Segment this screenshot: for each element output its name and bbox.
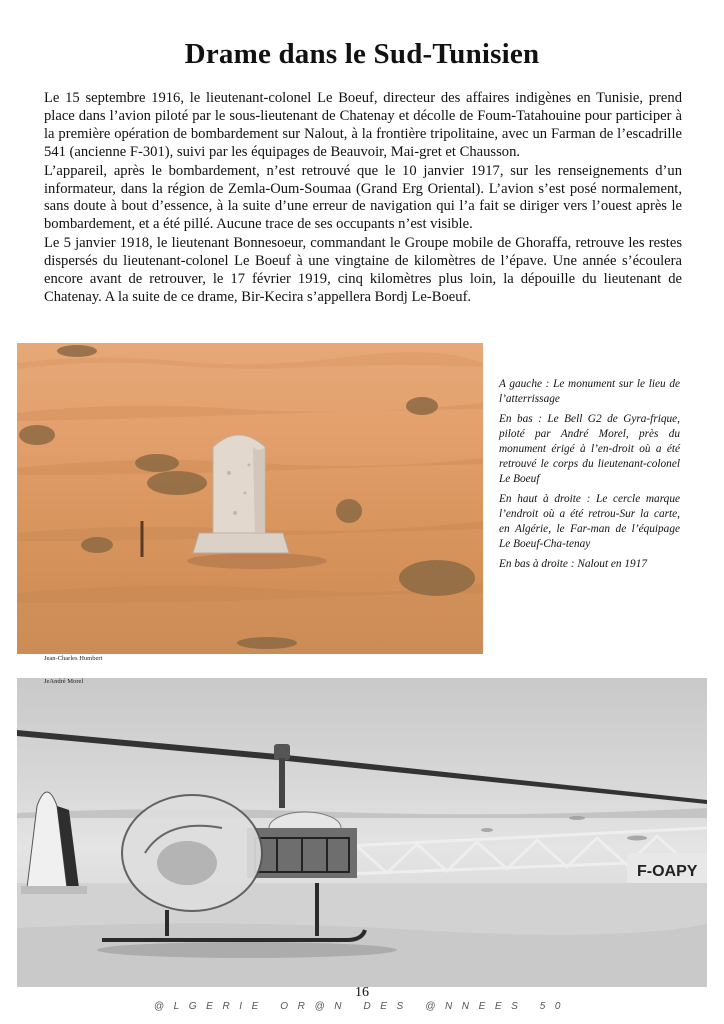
article-paragraph: Le 15 septembre 1916, le lieutenant-colonel Le Boeuf, directeur des affaires indigènes en Tunisie, prend place dans l’avion piloté par le sous-lieutenant de Chatenay et décolle de Foum-Tatahouine pour participer à la première opération de bombardement sur Nalout, à la frontière tripolitaine, avec un Farman de l’escadrille 541 (ancienne F-301), suivi par les équipages de Beauvoir, Mai-gret et Chausson. (44, 90, 682, 160)
page-title: Drame dans le Sud-Tunisien (184, 38, 540, 70)
helicopter-illustration (17, 678, 707, 987)
photo-credit-helicopter: JeAndré Morel (44, 678, 84, 685)
article-paragraph: L’appareil, après le bombardement, n’est retrouvé que le 10 janvier 1917, sur les renseignements d’un informateur, dans la région de Zemla-Oum-Soumaa (Grand Erg Oriental). L’avion s’est posé normalement, sans doute à bout d’essence, à la suite d’une erreur de navigation qui l’a fait se diriger vers l’ouest après le bombardement, et a été pillé. Aucune trace de ses occupants n’est visible. (44, 162, 682, 233)
article-paragraph: Le 5 janvier 1918, le lieutenant Bonnesoeur, commandant le Groupe mobile de Ghoraffa, retrouve les restes dispersés du lieutenant-colonel Le Boeuf à une vingtaine de kilomètres de l’épave. Une année s’écoulera encore avant de retrouver, le 17 février 1919, cinq kilomètres plus loin, la dépouille du lieutenant de Chatenay. A la suite de ce drame, Bir-Kecira s’appellera Bordj Le-Boeuf. (44, 235, 682, 305)
caption: En bas : Le Bell G2 de Gyra-frique, piloté par André Morel, près du monument érigé à l’en-droit où a été retrouvé le corps du lieutenant-colonel Le Boeuf (499, 413, 680, 485)
helicopter-registration: F-OAPY (637, 863, 698, 880)
page-number: 16 (355, 985, 369, 1000)
caption: En haut à droite : Le cercle marque l’endroit où a été retrou-Sur la carte, en Algérie, le Far-man de l’équipage Le Boeuf-Cha-tenay (499, 493, 680, 550)
footer-publication: @LGERIE OR@N DES @NNEES 50 (153, 1001, 571, 1012)
caption: A gauche : Le monument sur le lieu de l’atterrissage (499, 378, 680, 405)
desert-monument-illustration (17, 343, 483, 654)
helicopter-photo (17, 678, 707, 987)
photo-captions (499, 377, 680, 577)
monument-photo (17, 343, 483, 654)
caption: En bas à droite : Nalout en 1917 (499, 558, 648, 570)
photo-credit-monument: Jean-Charles Humbert (44, 655, 103, 662)
article-body (44, 90, 682, 308)
